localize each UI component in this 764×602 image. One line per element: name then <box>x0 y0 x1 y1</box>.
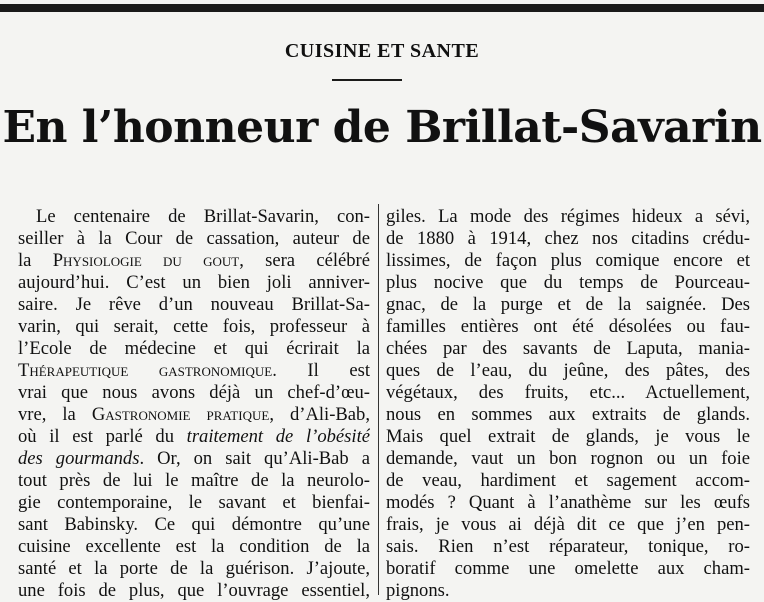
text-line <box>386 360 750 382</box>
text-line <box>18 404 370 426</box>
column-divider <box>378 204 379 595</box>
text-line <box>18 294 370 316</box>
text-run: sais. Rien n’est réparateur, tonique, ro- <box>386 536 750 557</box>
text-run: ques de l’eau, du jeûne, des pâtes, des <box>386 360 750 381</box>
text-run: , d’Ali-Bab, <box>269 404 370 425</box>
text-run: familles entières ont été désolées ou fau- <box>386 316 750 337</box>
text-run: frais, je vous ai déjà dit ce que j’en pen- <box>386 514 750 535</box>
text-line <box>386 382 750 404</box>
text-run: . Or, on sait qu’Ali-Bab a <box>139 448 370 469</box>
section-rubric: CUISINE ET SANTE <box>284 40 480 62</box>
text-line <box>18 492 370 514</box>
title-divider <box>332 79 402 81</box>
text-line <box>18 228 370 250</box>
emphasis-text: traitement de l’obésité <box>186 426 370 447</box>
text-line <box>386 250 750 272</box>
text-run: de 1880 à 1914, chez nos citadins crédu- <box>386 228 750 249</box>
text-run: saire. Je rêve d’un nouveau Brillat-Sa- <box>18 294 370 315</box>
title-reference: Gastronomie pratique <box>91 404 270 425</box>
text-run: , sera célébré <box>239 250 370 271</box>
text-run: Mais quel extrait de glands, je vous le <box>386 426 750 447</box>
text-line <box>386 492 750 514</box>
text-run: végétaux, des fruits, etc... Actuellement, <box>386 382 750 403</box>
text-line <box>386 558 750 580</box>
text-line <box>18 316 370 338</box>
text-run: tout près de lui le maître de la neurolo- <box>18 470 370 491</box>
article-column-left <box>18 206 370 602</box>
text-line <box>386 338 750 360</box>
text-line <box>386 294 750 316</box>
text-line <box>18 272 370 294</box>
text-run: gie contemporaine, le savant et bienfai- <box>18 492 370 513</box>
text-line <box>18 580 370 602</box>
text-run: de veau, hardiment et sagement accom- <box>386 470 750 491</box>
text-run: chées par des savants de Laputa, mania- <box>386 338 750 359</box>
text-line <box>18 382 370 404</box>
text-run: vre, la <box>18 404 92 425</box>
title-reference: Physiologie du gout <box>52 250 240 271</box>
text-line <box>18 514 370 536</box>
text-run: boratif comme une omelette aux cham- <box>386 558 750 579</box>
text-run: sant Babinsky. Ce qui démontre qu’une <box>18 514 370 535</box>
text-run: lissimes, de façon plus comique encore et <box>386 250 750 271</box>
text-run: plus nocive que du temps de Pourceau- <box>386 272 750 293</box>
text-run: modés ? Quant à l’anathème sur les œufs <box>386 492 750 513</box>
text-line <box>386 426 750 448</box>
text-run: giles. La mode des régimes hideux a sévi, <box>386 206 750 227</box>
text-run: Le centenaire de Brillat-Savarin, con- <box>36 206 370 227</box>
text-line <box>18 536 370 558</box>
text-line <box>18 338 370 360</box>
text-line <box>386 316 750 338</box>
text-run: une fois de plus, que l’ouvrage essentiel, <box>18 580 370 601</box>
text-line <box>18 470 370 492</box>
text-run: seiller à la Cour de cassation, auteur de <box>18 228 370 249</box>
text-run: cuisine excellente est la condition de la <box>18 536 370 557</box>
text-run: la <box>18 250 53 271</box>
text-line <box>386 580 750 602</box>
text-run: où il est parlé du <box>18 426 187 447</box>
text-line <box>386 514 750 536</box>
text-run: aujourd’hui. C’est un bien joli anniver- <box>18 272 370 293</box>
text-run: vrai que nous avons déjà un chef-d’œu- <box>18 382 370 403</box>
text-run: santé et la porte de la guérison. J’ajoute, <box>18 558 370 579</box>
text-line <box>18 448 370 470</box>
text-line <box>18 206 370 228</box>
text-line <box>386 448 750 470</box>
text-line <box>18 250 370 272</box>
text-line <box>386 404 750 426</box>
text-run: varin, qui serait, cette fois, professeur à <box>18 316 370 337</box>
article-column-right <box>386 206 750 602</box>
text-line <box>18 558 370 580</box>
top-rule <box>0 4 764 12</box>
article-headline: En l’honneur de Brillat-Savarin <box>2 102 762 153</box>
text-run: . Il est <box>272 360 370 381</box>
text-run: pignons. <box>386 580 450 601</box>
text-line <box>386 206 750 228</box>
emphasis-text: des gourmands <box>18 448 140 469</box>
text-run: demande, vaut un bon rognon ou un foie <box>386 448 750 469</box>
text-line <box>386 470 750 492</box>
text-line <box>386 536 750 558</box>
text-run: nous en sommes aux extraits de glands. <box>386 404 750 425</box>
text-line <box>18 426 370 448</box>
text-line <box>18 360 370 382</box>
text-run: l’Ecole de médecine et qui écrirait la <box>18 338 370 359</box>
title-reference: Thérapeutique gastronomique <box>18 360 273 381</box>
text-line <box>386 228 750 250</box>
text-run: gnac, de la purge et de la saignée. Des <box>386 294 750 315</box>
text-line <box>386 272 750 294</box>
